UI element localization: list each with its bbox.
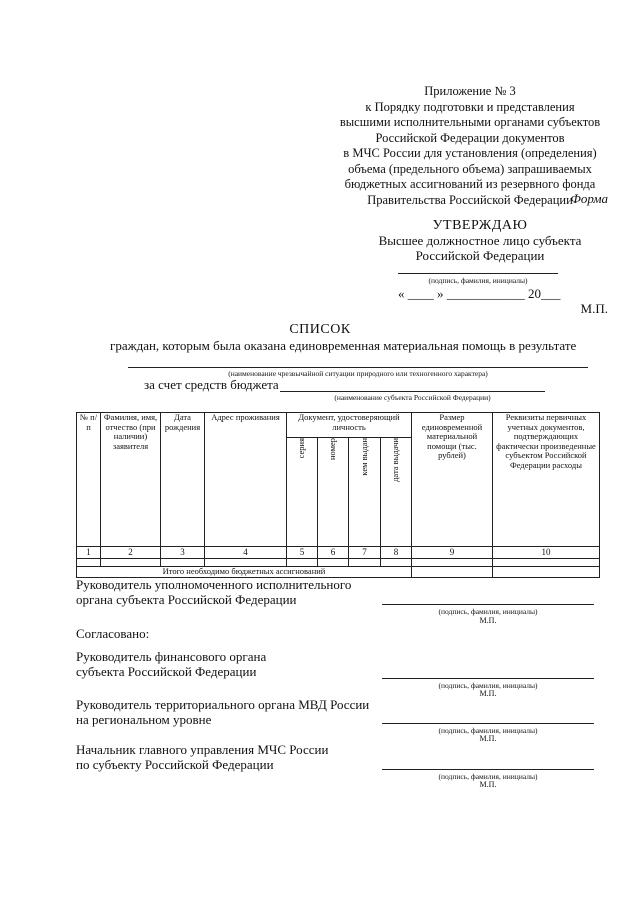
approval-position: Высшее должностное лицо субъекта (378, 233, 582, 248)
approval-block (360, 218, 600, 263)
finance-signature-caption: (подпись, фамилия, инициалы) (438, 681, 538, 690)
annex-line: высшими исполнительными органами субъектов (339, 115, 601, 129)
header-doc-issue-date-label: дата выдачи (390, 438, 401, 482)
table-cell[interactable] (318, 559, 349, 567)
agreed-label: Согласовано: (76, 626, 150, 641)
mchs-stamp-place: М.П. (479, 780, 497, 789)
form-label: Форма (570, 191, 608, 206)
budget-name-field[interactable] (280, 391, 545, 392)
finance-signatory-line: субъекта Российской Федерации (76, 664, 257, 679)
header-doc-group: Документ, удостоверяющий личность (287, 413, 412, 438)
annex-line: объема (предельного объема) запрашиваемых (348, 161, 592, 176)
mvd-signatory-line: на региональном уровне (76, 712, 212, 727)
mchs-signature-caption: (подпись, фамилия, инициалы) (438, 772, 538, 781)
column-number: 10 (493, 547, 600, 559)
total-documents-cell[interactable] (493, 567, 600, 578)
header-col-birthdate: Дата рождения (161, 413, 205, 547)
mvd-signature-caption: (подпись, фамилия, инициалы) (438, 726, 538, 735)
table-cell[interactable] (101, 559, 161, 567)
column-number: 9 (412, 547, 493, 559)
header-col-address: Адрес проживания (205, 413, 287, 547)
annex-line: в МЧС России для установления (определения) (343, 146, 597, 160)
column-number: 6 (318, 547, 349, 559)
finance-signatory-line: Руководитель финансового органа (76, 649, 267, 664)
mchs-signatory-line: Начальник главного управления МЧС России (76, 742, 329, 757)
total-label: Итого необходимо бюджетных ассигнований (77, 567, 412, 578)
table-cell[interactable] (287, 559, 318, 567)
header-doc-issue-date (381, 438, 412, 547)
table-row[interactable] (77, 559, 600, 567)
recipients-table (76, 412, 600, 578)
column-number: 1 (77, 547, 101, 559)
annex-header (330, 84, 610, 208)
column-number: 2 (101, 547, 161, 559)
mchs-signatory-line: по субъекту Российской Федерации (76, 757, 274, 772)
table-cell[interactable] (161, 559, 205, 567)
column-number: 7 (349, 547, 381, 559)
column-numbers-row (77, 547, 600, 559)
header-col-name: Фамилия, имя, отчество (при наличии) заявителя (101, 413, 161, 547)
header-col-number: № п/п (77, 413, 101, 547)
head-signature-caption: (подпись, фамилия, инициалы) (438, 607, 538, 616)
emergency-name-caption: (наименование чрезвычайной ситуации природного или техногенного характера) (228, 369, 488, 378)
annex-number: Приложение № 3 (424, 84, 516, 98)
mvd-stamp-place: М.П. (479, 734, 497, 743)
header-doc-series-label: серия (296, 438, 307, 459)
mvd-signature-line[interactable] (382, 723, 594, 724)
header-doc-series (287, 438, 318, 547)
table-header-row (77, 413, 600, 438)
total-row (77, 567, 600, 578)
column-number: 5 (287, 547, 318, 559)
annex-line: Правительства Российской Федерации (367, 192, 573, 207)
finance-stamp-place: М.П. (479, 689, 497, 698)
header-col-documents: Реквизиты первичных учетных документов, подтверждающих фактически произведенные субъектом Российской Федерации расходы (493, 413, 600, 547)
header-doc-issued-by-label: кем выдан (358, 438, 369, 476)
mchs-signature-line[interactable] (382, 769, 594, 770)
approval-date-field[interactable]: « ____ » ____________ 20___ (398, 286, 561, 301)
annex-line: бюджетных ассигнований из резервного фонда (344, 177, 596, 191)
approval-title: УТВЕРЖДАЮ (432, 218, 528, 233)
emergency-name-field[interactable] (128, 367, 588, 368)
table-cell[interactable] (381, 559, 412, 567)
approval-stamp-place: М.П. (580, 301, 608, 316)
approval-signature-line[interactable] (398, 273, 558, 274)
mchs-signatory (76, 742, 328, 772)
table-cell[interactable] (412, 559, 493, 567)
column-number: 3 (161, 547, 205, 559)
finance-signatory (76, 649, 266, 679)
annex-line: к Порядку подготовки и представления (365, 99, 575, 114)
table-cell[interactable] (493, 559, 600, 567)
finance-signature-line[interactable] (382, 678, 594, 679)
table-cell[interactable] (349, 559, 381, 567)
column-number: 4 (205, 547, 287, 559)
header-doc-number (318, 438, 349, 547)
list-subtitle: граждан, которым была оказана единовременная материальная помощь в результате (110, 338, 577, 353)
table-cell[interactable] (205, 559, 287, 567)
header-doc-number-label: номер (327, 438, 338, 461)
total-amount-cell[interactable] (412, 567, 493, 578)
budget-name-caption: (наименование субъекта Российской Федерации) (334, 393, 491, 402)
approval-position-2: Российской Федерации (415, 248, 545, 263)
mvd-signatory (76, 697, 369, 727)
head-stamp-place: М.П. (479, 616, 497, 625)
head-signatory-line: органа субъекта Российской Федерации (76, 592, 297, 607)
budget-label: за счет средств бюджета (144, 377, 279, 392)
mvd-signatory-line: Руководитель территориального органа МВД России (76, 697, 370, 712)
table-cell[interactable] (77, 559, 101, 567)
column-number: 8 (381, 547, 412, 559)
head-signatory-line: Руководитель уполномоченного исполнительного (76, 577, 352, 592)
list-title: СПИСОК (289, 322, 351, 337)
approval-signature-caption: (подпись, фамилия, инициалы) (428, 276, 528, 285)
head-signature-line[interactable] (382, 604, 594, 605)
header-doc-issued-by (349, 438, 381, 547)
annex-line: Российской Федерации документов (375, 130, 565, 145)
header-col-amount: Размер единовременной материальной помощи (тыс. рублей) (412, 413, 493, 547)
head-signatory (76, 577, 351, 607)
